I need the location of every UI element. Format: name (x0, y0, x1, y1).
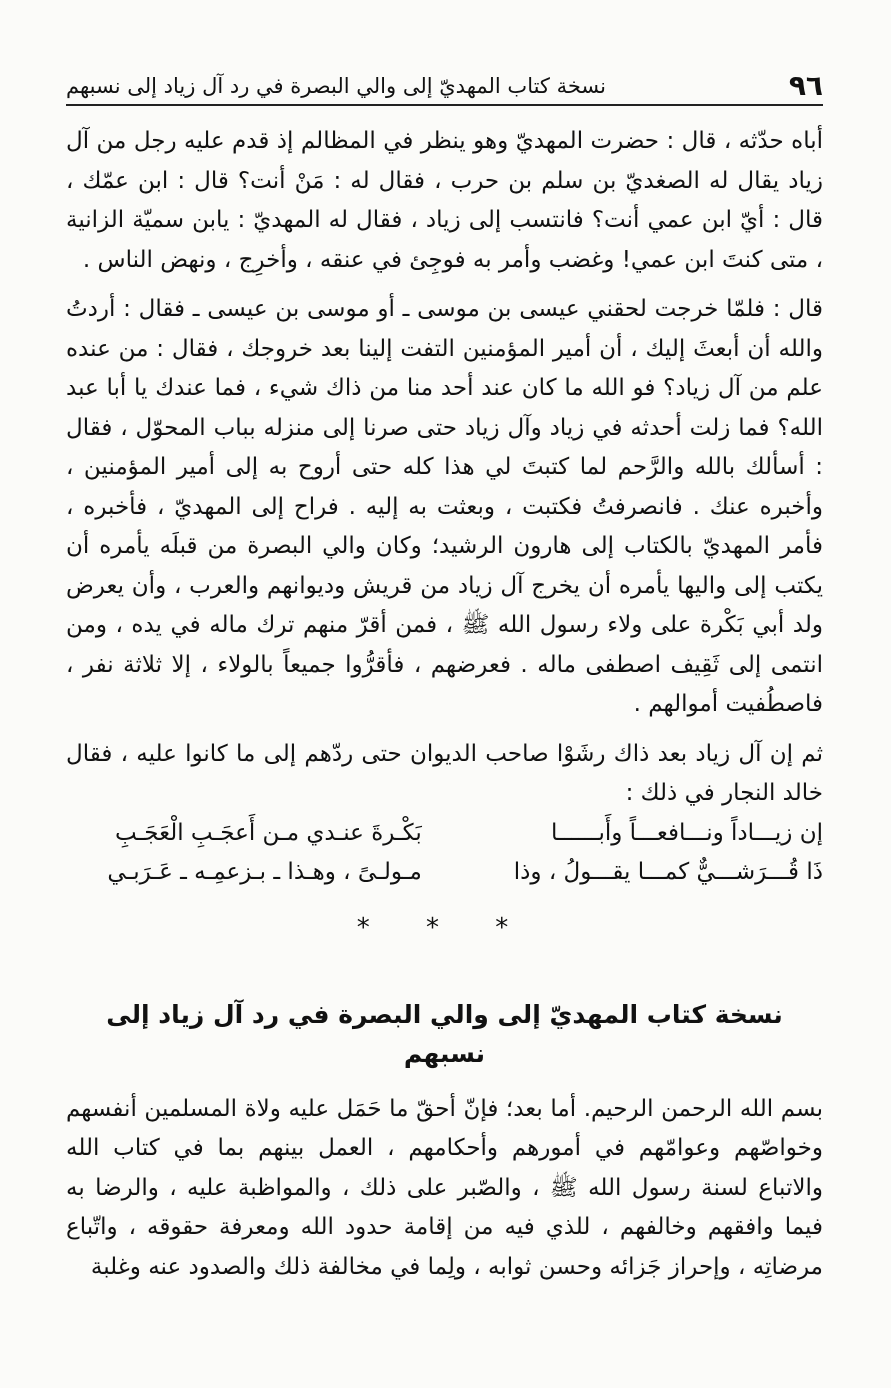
page-number: ٩٦ (788, 69, 823, 102)
section-title: نسخة كتاب المهديّ إلى والي البصرة في رد آل زياد إلى نسبهم (106, 999, 783, 1068)
poem-verse (66, 814, 823, 854)
paragraph: ثم إن آل زياد بعد ذاك رشَوْا صاحب الديوان حتى ردّهم إلى ما كانوا عليه ، فقال خالد النجار في ذلك : (66, 740, 823, 806)
verse-first-hemistich: إن زيـــاداً ونـــافعـــاً وأَبــــــا (551, 819, 823, 846)
running-title: نسخة كتاب المهديّ إلى والي البصرة في رد آل زياد إلى نسبهم (66, 74, 606, 98)
verse-second-hemistich: بَكْـرةَ عنـدي مـن أَعجَـبِ الْعَجَـبِ (114, 819, 422, 846)
page-body (66, 122, 823, 1287)
section-divider: * * * (356, 912, 533, 943)
poem (66, 814, 823, 893)
verse-first-hemistich: ذَا قُـــرَشـــيٌّ كمـــا يقـــولُ ، وذا (513, 859, 823, 885)
running-header (66, 66, 823, 106)
paragraph: أباه حدّثه ، قال : حضرت المهديّ وهو ينظر في المظالم إذ قدم عليه رجل من آل زياد يقال له الصغديّ بن سلم بن حرب ، فقال له : مَنْ أنت؟ قال : ابن عمّك ، قال : أيّ ابن عمي أنت؟ فانتسب إلى زياد ، فقال له المهديّ : يابن سميّة الزانية ، متى كنتَ ابن عمي! وغضب وأمر به فوجِئ في عنقه ، وأخرِج ، ونهض الناس . (66, 128, 823, 273)
paragraph: قال : فلمّا خرجت لحقني عيسى بن موسى ـ أو موسى بن عيسى ـ فقال : أردتُ والله أن أبعثَ إليك ، أن أمير المؤمنين التفت إلينا بعد خروجك ، فقال : من عنده علم من آل زياد؟ فو الله ما كان عند أحد منا من ذاك شيء ، فما عندك يا أبا عبد الله؟ فما زلت أحدثه في زياد وآل زياد حتى صرنا إلى منزله بباب المحوّل ، فقال : أسألك بالله والرَّحم لما كتبتَ لي هذا كله حتى أروح به إلى أمير المؤمنين ، وأخبره عنك . فانصرفتُ فكتبت ، وبعثت به إليه . فراح إلى المهديّ ، فأخبره ، فأمر المهديّ بالكتاب إلى هارون الرشيد؛ وكان والي البصرة من قبلَه يأمره أن يكتب إلى واليها يأمره أن يخرج آل زياد من قريش وديوانهم والعرب ، وأن يعرض ولد أبي بَكْرة على ولاء رسول الله ﷺ ، فمن أقرّ منهم ترك ماله في يده ، ومن انتمى إلى ثَقِيف اصطفى ماله . فعرضهم ، فأقرُّوا جميعاً بالولاء ، إلا ثلاثة نفر ، فاصطُفيت أموالهم . (66, 296, 823, 717)
verse-second-hemistich: مـولـىً ، وهـذا ـ بـزعمِـه ـ عَـرَبـي (107, 859, 422, 885)
poem-verse (66, 853, 823, 893)
paragraph: بسم الله الرحمن الرحيم. أما بعد؛ فإنّ أحقّ ما حَمَل عليه ولاة المسلمين أنفسهم وخواصّهم وعوامّهم في أمورهم وأحكامهم ، العمل بينهم بما في كتاب الله والاتباع لسنة رسول الله ﷺ ، والصّبر على ذلك ، والمواظبة عليه ، والرضا به فيما وافقهم وخالفهم ، للذي فيه من إقامة حدود الله ومعرفة حقوقه ، واتّباع مرضاتِه ، وإحراز جَزائه وحسن ثوابه ، ولِما في مخالفة ذلك والصدود عنه وغلبة (66, 1095, 823, 1280)
